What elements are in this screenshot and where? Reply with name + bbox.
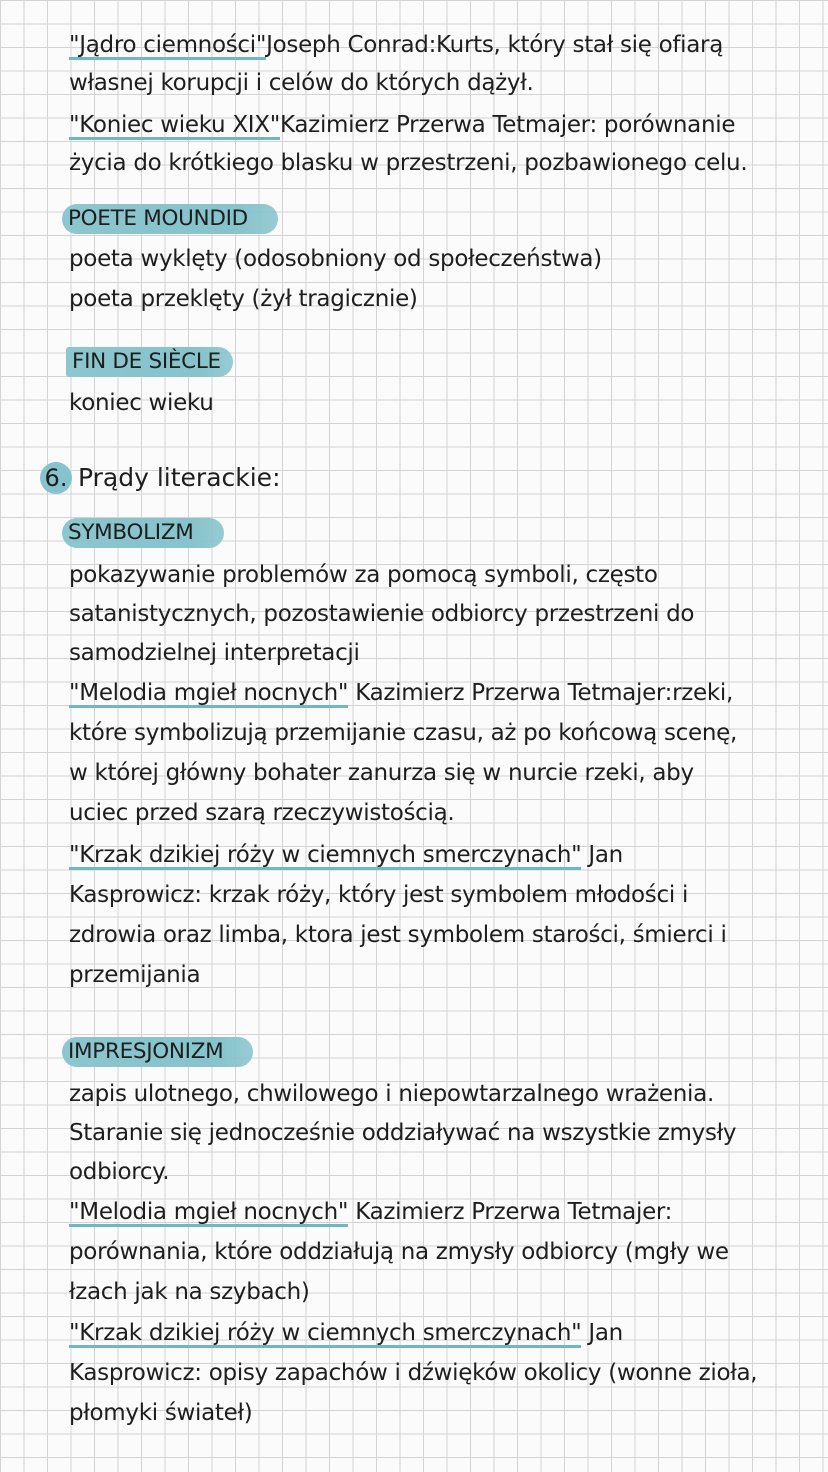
fin-line-1: koniec wieku: [69, 390, 214, 416]
intro-line-2: własnej korupcji i celów do których dążył.: [69, 70, 534, 96]
work-title-melodia-2: "Melodia mgieł nocnych": [69, 1199, 349, 1225]
section-number-badge: 6.: [40, 462, 72, 494]
heading-fin-de-siecle: FIN DE SIÈCLE: [66, 347, 233, 377]
work-title-krzak-2: "Krzak dzikiej róży w ciemnych smerczynach": [69, 1320, 582, 1346]
symbolizm-line-5: które symbolizują przemijanie czasu, aż po końcową scenę,: [69, 720, 737, 746]
work-title-melodia: "Melodia mgieł nocnych": [69, 680, 349, 706]
impresjonizm-line-5: porównania, które oddziałują na zmysły odbiorcy (mgły we: [69, 1239, 729, 1265]
poete-line-1: poeta wyklęty (odosobniony od społeczeństwa): [69, 246, 602, 272]
impresjonizm-line-6: łzach jak na szybach): [69, 1279, 310, 1305]
heading-poete-moundid: POETE MOUNDID: [62, 204, 278, 234]
symbolizm-line-8: "Krzak dzikiej róży w ciemnych smerczynach" Jan: [69, 842, 623, 868]
symbolizm-line-7: uciec przed szarą rzeczywistością.: [69, 800, 455, 826]
symbolizm-line-9: Kasprowicz: krzak róży, który jest symbolem młodości i: [69, 882, 689, 908]
intro-line-4: życia do krótkiego blasku w przestrzeni, pozbawionego celu.: [69, 150, 748, 176]
symbolizm-line-10: zdrowia oraz limba, ktora jest symbolem starości, śmierci i: [69, 922, 727, 948]
impresjonizm-line-7: "Krzak dzikiej róży w ciemnych smerczynach" Jan: [69, 1320, 623, 1346]
work-title-koniec: "Koniec wieku XIX": [69, 112, 280, 138]
intro-line-1: "Jądro ciemności"Joseph Conrad:Kurts, który stał się ofiarą: [69, 32, 723, 58]
symbolizm-line-1: pokazywanie problemów za pomocą symboli, często: [69, 562, 658, 588]
impresjonizm-line-8: Kasprowicz: opisy zapachów i dźwięków okolicy (wonne zioła,: [69, 1360, 758, 1386]
intro-line-3: "Koniec wieku XIX"Kazimierz Przerwa Tetmajer: porównanie: [69, 112, 736, 138]
symbolizm-line-11: przemijania: [69, 962, 201, 988]
impresjonizm-line-9: płomyki świateł): [69, 1400, 253, 1426]
impresjonizm-line-2: Staranie się jednocześnie oddziaływać na wszystkie zmysły: [69, 1120, 737, 1146]
poete-line-2: poeta przeklęty (żył tragicznie): [69, 286, 418, 312]
section-title: Prądy literackie:: [78, 463, 281, 492]
symbolizm-line-6: w której główny bohater zanurza się w nurcie rzeki, aby: [69, 760, 694, 786]
impresjonizm-line-4: "Melodia mgieł nocnych" Kazimierz Przerwa Tetmajer:: [69, 1199, 673, 1225]
work-title-jadro: "Jądro ciemności": [69, 32, 267, 58]
symbolizm-line-4: "Melodia mgieł nocnych" Kazimierz Przerwa Tetmajer:rzeki,: [69, 680, 734, 706]
symbolizm-line-2: satanistycznych, pozostawienie odbiorcy przestrzeni do: [69, 601, 695, 627]
symbolizm-line-3: samodzielnej interpretacji: [69, 640, 360, 666]
impresjonizm-line-1: zapis ulotnego, chwilowego i niepowtarzalnego wrażenia.: [69, 1081, 714, 1107]
impresjonizm-line-3: odbiorcy.: [69, 1159, 170, 1185]
heading-impresjonizm: IMPRESJONIZM: [62, 1037, 253, 1067]
heading-symbolizm: SYMBOLIZM: [62, 518, 224, 548]
work-title-krzak: "Krzak dzikiej róży w ciemnych smerczynach": [69, 842, 582, 868]
